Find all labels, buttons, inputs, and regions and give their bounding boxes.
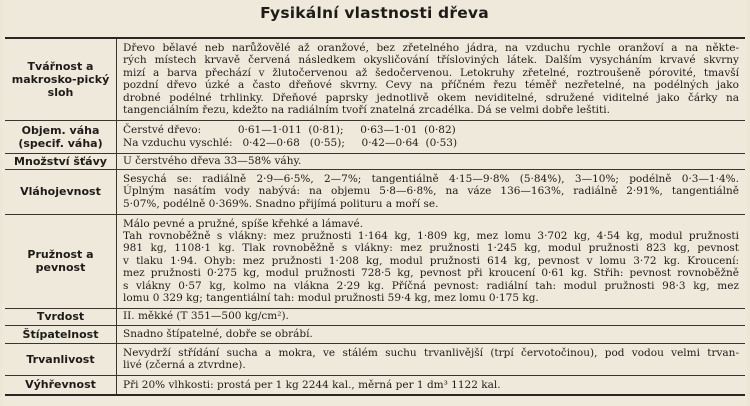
- text-line: Málo pevné a pružné, spíše křehké a lámavé.: [123, 217, 364, 230]
- table-row: [5, 214, 745, 308]
- text-line: mizí a barva přechází v žlutočervenou až šedočervenou. Letokruhy zřetelné, roztroušeně pórovité, tmavší: [123, 66, 739, 79]
- row-label: Trvanlivost: [5, 343, 117, 375]
- page-title: Fysikální vlastnosti dřeva: [260, 4, 489, 22]
- row-content: [117, 169, 746, 214]
- row-content: [117, 325, 746, 343]
- text-line: drobné podélné trhlinky. Dřeňové paprsky jednotlivě okem neviditelné, sdružené viditelné jako čárky na: [123, 91, 739, 104]
- text-line: 981 kg, 1108·1 kg. Tlak rovnoběžně s vlákny: mez pružnosti 1·245 kg, modul pružnosti 823 kg, pevnost: [123, 242, 739, 255]
- properties-table: [5, 37, 745, 396]
- table-row: [5, 153, 745, 169]
- text-line: pozdní dřevo úzké a často dřeňové skvrny. Cevy na příčném řezu téměř nezřetelné, na podélných jako: [123, 79, 739, 92]
- text-line: rých místech krvavě červená následkem okysličování třísloviných látek. Dalším vysycháním krvavé skvrny: [123, 54, 739, 67]
- row-content: [117, 308, 746, 325]
- text-line: Dřevo bělavé neb narůžovělé až oranžové, bez zřetelného jádra, na vzduchu rychle oranžoví a na někte-: [123, 42, 739, 55]
- row-label: Štípatelnost: [5, 325, 117, 343]
- table-row: [5, 169, 745, 214]
- row-label: Vláhojevnost: [5, 169, 117, 214]
- text-line: Nevydrží střídání sucha a mokra, ve stálém suchu trvanlivější (trpí červotočinou), pod vodou velmi trvan-: [123, 346, 739, 359]
- text-line: Na vzduchu vyschlé: 0·42—0·68 (0·55); 0·42—0·64 (0·53): [123, 136, 458, 149]
- text-line: U čerstvého dřeva 33—58% váhy.: [123, 154, 302, 167]
- row-content: [117, 214, 746, 308]
- text-line: II. měkké (T 351—500 kg/cm²).: [123, 310, 289, 323]
- text-line: Snadno štípatelné, dobře se obrábí.: [123, 327, 313, 340]
- text-line: lomu 0 329 kg; tangentiální tah: modul pružnosti 59·4 kg, mez lomu 0·175 kg.: [123, 292, 539, 305]
- table-row: [5, 325, 745, 343]
- text-line: mez pružnosti 0·275 kg, modul pružnosti 728·5 kg, pevnost při kroucení 0·61 kg. Střih: pevnost rovnoběžně: [123, 267, 739, 280]
- document-page: [2, 0, 747, 406]
- row-label: Tvrdost: [5, 308, 117, 325]
- text-line: livé (zčerná a ztvrdne).: [123, 359, 246, 371]
- text-line: 5·07%, podélně 0·369%. Snadno přijímá polituru a moří se.: [123, 197, 439, 210]
- text-line: tangenciálním řezu, kdežto na radiálním tvoří znatelná zrcadélka. Dá se velmi dobře leštiti.: [123, 104, 610, 117]
- row-content: [117, 120, 746, 153]
- text-line: Při 20% vlhkosti: prostá per 1 kg 2244 kal., měrná per 1 dm³ 1122 kal.: [123, 378, 501, 391]
- text-line: Úplným nasátím vody nabývá: na objemu 5·8—6·8%, na váze 136—163%, radiálně 2·91%, tangentiálně: [123, 185, 739, 198]
- table-row: [5, 308, 745, 325]
- row-label: Tvářnost a makrosko-pický sloh: [5, 38, 117, 120]
- text-line: s vlákny 0·57 kg, kolmo na vlákna 2·29 kg. Příčná pevnost: radiální tah: modul pružnosti 98·3 kg, mez: [123, 279, 739, 292]
- row-content: [117, 38, 746, 120]
- row-content: [117, 375, 746, 395]
- table-row: [5, 38, 745, 120]
- row-label: Pružnost a pevnost: [5, 214, 117, 308]
- table-row: [5, 343, 745, 375]
- row-label: Výhřevnost: [5, 375, 117, 395]
- table-row: [5, 375, 745, 395]
- row-content: [117, 343, 746, 375]
- text-line: Tah rovnoběžně s vlákny: mez pružnosti 1·164 kg, 1·809 kg, mez lomu 3·702 kg, 4·54 kg, modul pružnosti: [123, 229, 739, 242]
- row-label: Objem. váha (specif. váha): [5, 120, 117, 153]
- table-row: [5, 120, 745, 153]
- text-line: v tlaku 1·94. Ohyb: mez pružnosti 1·208 kg, modul pružnosti 614 kg, pevnost v lomu 3·72 kg. Kroucení:: [123, 254, 739, 267]
- text-line: Sesychá se: radiálně 2·9—6·5%, 2—7%; tangentiálně 4·15—9·8% (5·84%), 3—10%; podélně 0·3—1·4%.: [123, 172, 739, 185]
- row-label: Množství šťávy: [5, 153, 117, 169]
- row-content: [117, 153, 746, 169]
- text-line: Čerstvé dřevo: 0·61—1·011 (0·81); 0·63—1·01 (0·82): [123, 124, 456, 137]
